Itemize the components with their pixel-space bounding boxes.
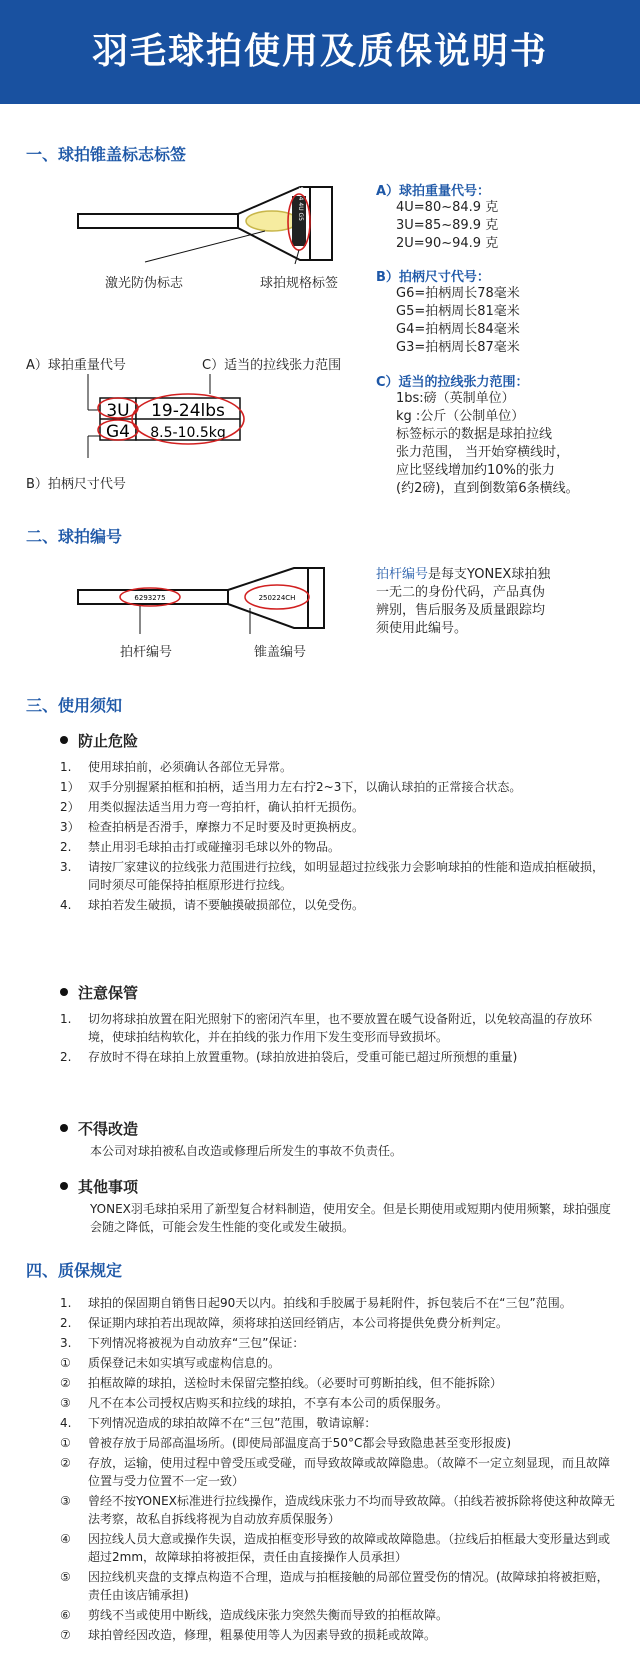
cone-diagram	[70, 182, 360, 277]
tag-grip-text: G4	[106, 422, 130, 442]
list-item: ② 存放，运输，使用过程中曾受压或受碰，而导致故障或故障隐患。（故障不一定立刻显现，而且故障位置与受力位置不一定一致）	[60, 1456, 611, 1488]
laser-hologram-icon	[246, 211, 298, 231]
serial-diagram	[72, 562, 352, 642]
tag-weight-text: 3U	[106, 401, 130, 421]
list-item: 1. 球拍的保固期自销售日起90天以内。拍线和手胶属于易耗附件，拆包装后不在“三包”范围。	[60, 1296, 572, 1310]
bullet-icon	[60, 1124, 68, 1132]
serial-highlight-word: 拍杆编号	[376, 567, 429, 582]
tag-lbs-text: 19-24lbs	[151, 401, 225, 421]
section-title-serial: 二、球拍编号	[26, 527, 123, 546]
list-item: ⑤ 因拉线机夹盘的支撑点构造不合理，造成与拍框接触的局部位置受伤的情况。(故障球拍将被拒赔，责任由该店铺承担)	[60, 1570, 609, 1602]
section-title-usage: 三、使用须知	[26, 696, 123, 715]
list-item: 1. 使用球拍前，必须确认各部位无异常。	[60, 760, 293, 774]
tension-line: (约2磅)，直到倒数第6条横线。	[396, 481, 579, 496]
weight-code-line: 3U=85~89.9 克	[396, 218, 499, 233]
warranty-list	[60, 1294, 615, 1646]
shaft-serial-text: 6293275	[134, 594, 166, 602]
list-item: ⑦ 球拍曾经因改造，修理，粗暴使用等人为因素导致的损耗或故障。	[60, 1628, 437, 1642]
spec-tag-label: 球拍规格标签	[260, 276, 339, 291]
grip-code-line: G4=拍柄周长84毫米	[396, 322, 520, 337]
bullet-icon	[60, 1182, 68, 1190]
list-item: 2） 用类似握法适当用力弯一弯拍杆，确认拍杆无损伤。	[60, 800, 365, 814]
list-item: ③ 凡不在本公司授权店购买和拉线的球拍，不享有本公司的质保服务。	[60, 1396, 449, 1410]
subheading-other	[60, 1176, 138, 1197]
subheading-text: 其他事项	[78, 1178, 139, 1196]
cone-serial-label: 锥盖编号	[254, 645, 307, 660]
shaft-serial-label: 拍杆编号	[120, 645, 173, 660]
tension-line: 1bs:磅（英制单位）	[396, 391, 515, 406]
tag-label-a: A）球拍重量代号	[26, 358, 126, 373]
grip-code-line: G3=拍柄周长87毫米	[396, 340, 520, 355]
subheading-text: 不得改造	[78, 1120, 139, 1138]
page-title: 羽毛球拍使用及质保说明书	[91, 31, 548, 72]
list-item: 3. 下列情况将被视为自动放弃“三包”保证：	[60, 1336, 305, 1350]
no-modify-text: 本公司对球拍被私自改造或修理后所发生的事故不负责任。	[90, 1144, 403, 1158]
weight-code-line: 2U=90~94.9 克	[396, 236, 499, 251]
danger-list	[60, 758, 615, 916]
list-item: ① 质保登记未如实填写或虚构信息的。	[60, 1356, 281, 1370]
bullet-icon	[60, 736, 68, 744]
tag-label-b: B）拍柄尺寸代号	[26, 477, 126, 492]
cone-serial-text: 250224CH	[258, 594, 296, 602]
subheading-text: 注意保管	[78, 984, 139, 1002]
weight-codes-heading: A）球拍重量代号：	[376, 184, 491, 199]
serial-description	[376, 566, 616, 638]
header-banner	[0, 0, 640, 104]
racket-shaft	[78, 214, 238, 228]
tension-line: 张力范围， 当开始穿横线时，	[396, 445, 570, 460]
list-item: 4. 下列情况造成的球拍故障不在“三包”范围，敬请谅解：	[60, 1416, 377, 1430]
serial-desc-first: 是每支YONEX球拍独	[428, 567, 551, 582]
serial-desc-line: 一无二的身份代码，产品真伪	[376, 585, 546, 600]
list-item: 2. 禁止用羽毛球拍击打或碰撞羽毛球以外的物品。	[60, 840, 341, 854]
list-item: 4. 球拍若发生破损，请不要触摸破损部位，以免受伤。	[60, 898, 365, 912]
list-item: 2. 存放时不得在球拍上放置重物。(球拍放进拍袋后，受重可能已超过所预想的重量)	[60, 1050, 518, 1064]
subheading-no-modify	[60, 1118, 138, 1139]
weight-code-line: 4U=80~84.9 克	[396, 200, 499, 215]
grip-codes-heading: B）拍柄尺寸代号：	[376, 270, 490, 285]
section-title-warranty: 四、质保规定	[26, 1261, 123, 1280]
laser-pointer-line	[145, 231, 265, 262]
list-item: 3. 请按厂家建议的拉线张力范围进行拉线，如明显超过拉线张力会影响球拍的性能和造成拍框破损，同时须尽可能保持拍框原形进行拉线。	[60, 860, 605, 892]
bullet-icon	[60, 988, 68, 996]
weight-codes	[376, 180, 626, 253]
tag-detail-diagram	[80, 370, 260, 480]
subheading-text: 防止危险	[78, 732, 139, 750]
list-item: 1. 切勿将球拍放置在阳光照射下的密闭汽车里，也不要放置在暖气设备附近，以免较高温的存放环境，使球拍结构软化，并在拍线的张力作用下发生变形而导致损坏。	[60, 1012, 593, 1044]
tag-kg-text: 8.5-10.5kg	[150, 425, 226, 441]
storage-list	[60, 1010, 615, 1068]
list-item: 2. 保证期内球拍若出现故障，须将球拍送回经销店，本公司将提供免费分析判定。	[60, 1316, 509, 1330]
tension-line: 应比竖线增加约10%的张力	[396, 463, 555, 478]
list-item: ④ 因拉线人员大意或操作失误，造成拍框变形导致的故障或故障隐患。（拉线后拍框最大变形量达到或超过2mm，故障球拍将被拒保，责任由直接操作人员承担）	[60, 1532, 611, 1564]
grip-code-line: G5=拍柄周长81毫米	[396, 304, 520, 319]
tension-heading: C）适当的拉线张力范围：	[376, 375, 529, 390]
subheading-danger	[60, 730, 138, 751]
mini-tag-text: 19-24 4U G5	[297, 183, 304, 221]
list-item: ③ 曾经不按YONEX标准进行拉线操作，造成线床张力不均而导致故障。（拍线若被拆除将使这种故障无法考察，故私自拆线将视为自动放弃质保服务）	[60, 1494, 615, 1526]
serial-desc-line: 须使用此编号。	[376, 621, 468, 636]
list-item: 1） 双手分别握紧拍框和拍柄，适当用力左右拧2~3下，以确认球拍的正常接合状态。	[60, 780, 522, 794]
list-item: 3） 检查拍柄是否滑手，摩擦力不足时要及时更换柄皮。	[60, 820, 365, 834]
tension-info	[376, 371, 636, 498]
list-item: ② 拍框故障的球拍，送检时未保留完整拍线。（必要时可剪断拍线，但不能拆除）	[60, 1376, 503, 1390]
grip-code-line: G6=拍柄周长78毫米	[396, 286, 520, 301]
tag-label-c: C）适当的拉线张力范围	[202, 358, 342, 373]
tension-line: 标签标示的数据是球拍拉线	[396, 427, 553, 442]
list-item: ⑥ 剪线不当或使用中断线，造成线床张力突然失衡而导致的拍框故障。	[60, 1608, 449, 1622]
list-item: ① 曾被存放于局部高温场所。(即使局部温度高于50°C都会导致隐患甚至变形报废)	[60, 1436, 512, 1450]
grip-codes	[376, 266, 626, 357]
laser-label: 激光防伪标志	[105, 276, 184, 291]
serial-desc-line: 辨别，售后服务及质量跟踪均	[376, 603, 546, 618]
section-title-cone-label: 一、球拍锥盖标志标签	[26, 145, 187, 164]
tension-line: kg :公斤（公制单位）	[396, 409, 525, 424]
other-text: YONEX羽毛球拍采用了新型复合材料制造，使用安全。但是长期使用或短期内使用频繁，球拍强度会随之降低，可能会发生性能的变化或发生破损。	[90, 1202, 611, 1234]
subheading-storage	[60, 982, 138, 1003]
